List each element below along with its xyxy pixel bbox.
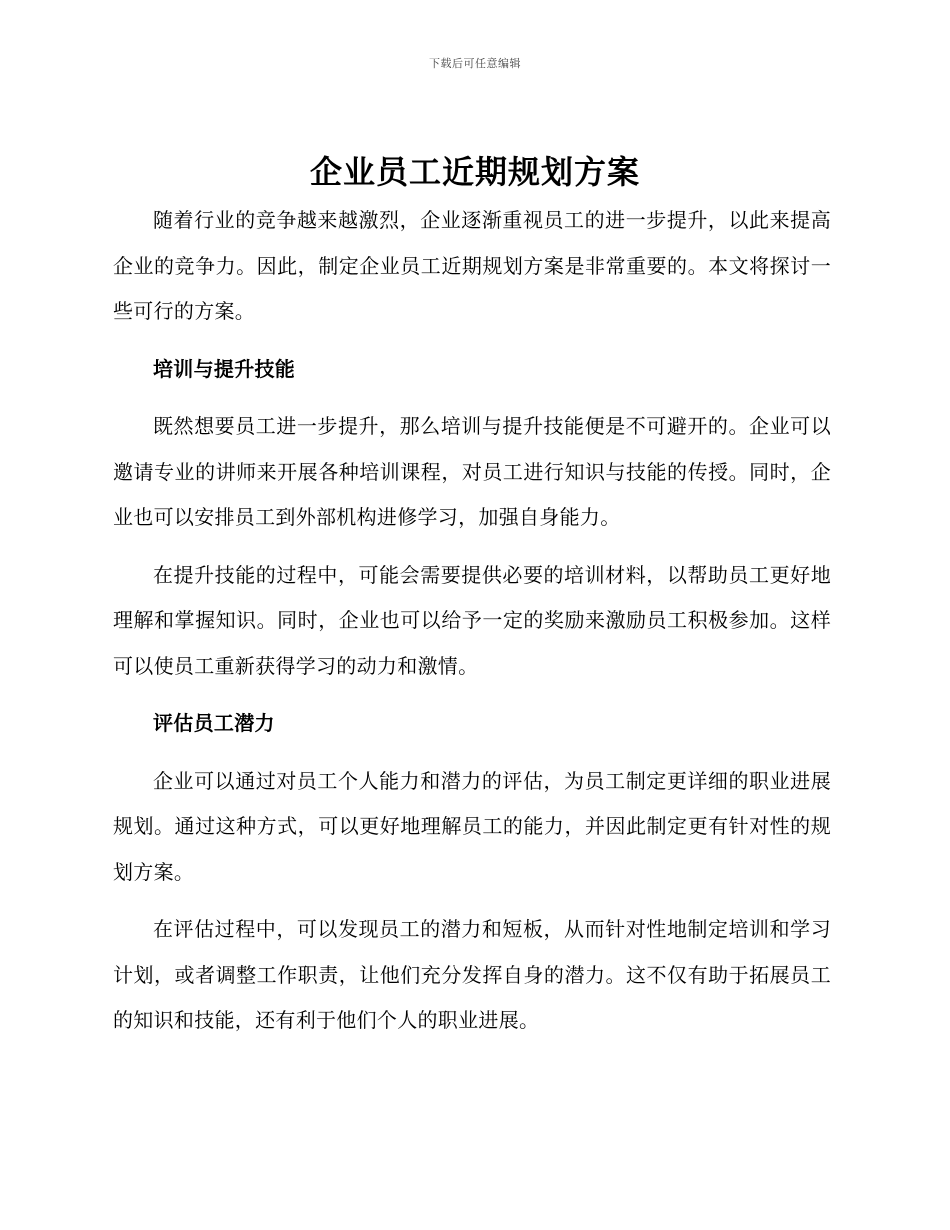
paragraph: 在提升技能的过程中，可能会需要提供必要的培训材料，以帮助员工更好地理解和掌握知识。同时，企业也可以给予一定的奖励来激励员工积极参加。这样可以使员工重新获得学习的动力和激情。	[113, 562, 831, 678]
paragraph: 既然想要员工进一步提升，那么培训与提升技能便是不可避开的。企业可以邀请专业的讲师来开展各种培训课程，对员工进行知识与技能的传授。同时，企业也可以安排员工到外部机构进修学习，加强自身能力。	[113, 414, 831, 529]
document-title: 企业员工近期规划方案	[309, 153, 640, 191]
section-heading-potential: 评估员工潜力	[153, 711, 275, 735]
intro-paragraph: 随着行业的竞争越来越激烈，企业逐渐重视员工的进一步提升，以此来提高企业的竞争力。因此，制定企业员工近期规划方案是非常重要的。本文将探讨一些可行的方案。	[113, 208, 831, 323]
section-heading-training: 培训与提升技能	[153, 356, 296, 381]
paragraph: 企业可以通过对员工个人能力和潜力的评估，为员工制定更详细的职业进展规划。通过这种方式，可以更好地理解员工的能力，并因此制定更有针对性的规划方案。	[113, 768, 831, 884]
paragraph: 在评估过程中，可以发现员工的潜力和短板，从而针对性地制定培训和学习计划，或者调整工作职责，让他们充分发挥自身的潜力。这不仅有助于拓展员工的知识和技能，还有利于他们个人的职业进展。	[113, 917, 831, 1032]
document-body	[113, 198, 831, 1056]
header-note: 下载后可任意编辑	[429, 57, 521, 70]
